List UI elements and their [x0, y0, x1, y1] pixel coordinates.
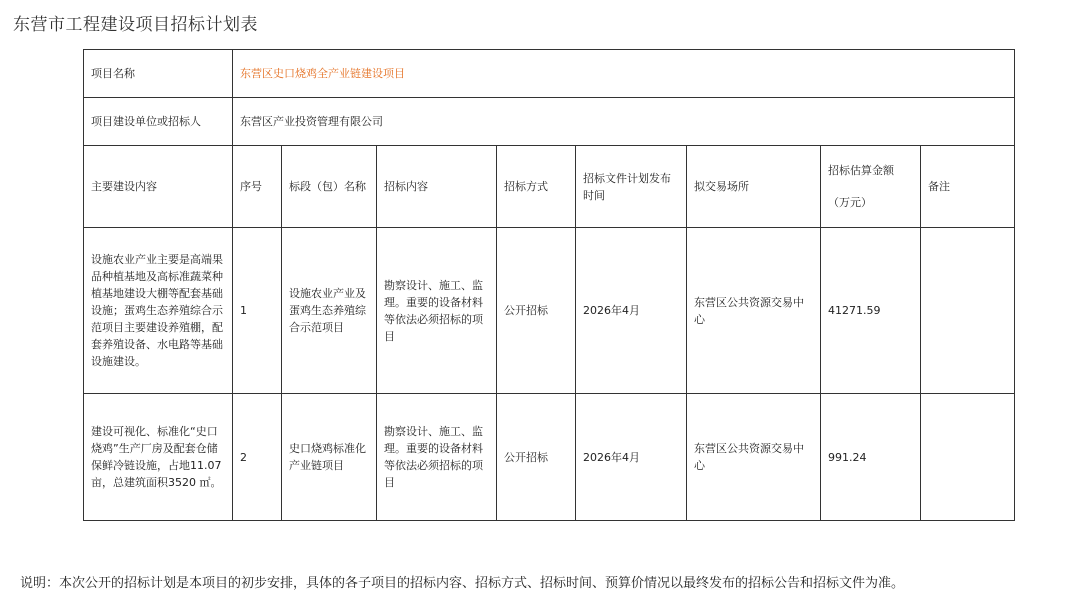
row-scope: 勘察设计、施工、监理。重要的设备材料等依法必须招标的项目 — [377, 394, 497, 521]
project-unit-label: 项目建设单位或招标人 — [84, 98, 233, 146]
bidding-plan-table — [83, 49, 1015, 521]
project-name-value: 东营区史口烧鸡全产业链建设项目 — [233, 50, 1015, 98]
header-section: 标段（包）名称 — [282, 146, 377, 228]
table-row — [84, 228, 1015, 394]
header-seq: 序号 — [233, 146, 282, 228]
header-venue: 拟交易场所 — [687, 146, 821, 228]
row-remark — [921, 228, 1015, 394]
header-scope: 招标内容 — [377, 146, 497, 228]
page-title: 东营市工程建设项目招标计划表 — [13, 15, 258, 35]
header-row — [84, 146, 1015, 228]
row-time: 2026年4月 — [576, 228, 687, 394]
row-content: 设施农业产业主要是高端果品种植基地及高标准蔬菜种植基地建设大棚等配套基础设施；蛋鸡生态养殖综合示范项目主要建设养殖棚，配套养殖设备、水电路等基础设施建设。 — [84, 228, 233, 394]
row-amount: 41271.59 — [821, 228, 921, 394]
footnote: 说明：本次公开的招标计划是本项目的初步安排，具体的各子项目的招标内容、招标方式、招标时间、预算价情况以最终发布的招标公告和招标文件为准。 — [20, 576, 905, 591]
row-remark — [921, 394, 1015, 521]
project-unit-value: 东营区产业投资管理有限公司 — [233, 98, 1015, 146]
row-section: 史口烧鸡标准化产业链项目 — [282, 394, 377, 521]
row-time: 2026年4月 — [576, 394, 687, 521]
row-scope: 勘察设计、施工、监理。重要的设备材料等依法必须招标的项目 — [377, 228, 497, 394]
row-content: 建设可视化、标准化“史口烧鸡”生产厂房及配套仓储保鲜冷链设施，占地11.07 亩，总建筑面积3520 ㎡。 — [84, 394, 233, 521]
project-unit-row — [84, 98, 1015, 146]
row-amount: 991.24 — [821, 394, 921, 521]
row-seq: 2 — [233, 394, 282, 521]
header-amount-line1: 招标估算金额 — [828, 163, 894, 177]
project-name-row — [84, 50, 1015, 98]
header-time: 招标文件计划发布时间 — [576, 146, 687, 228]
project-name-label: 项目名称 — [84, 50, 233, 98]
row-method: 公开招标 — [497, 228, 576, 394]
header-remark: 备注 — [921, 146, 1015, 228]
header-amount — [821, 146, 921, 228]
table-row — [84, 394, 1015, 521]
row-seq: 1 — [233, 228, 282, 394]
row-section: 设施农业产业及蛋鸡生态养殖综合示范项目 — [282, 228, 377, 394]
row-method: 公开招标 — [497, 394, 576, 521]
row-venue: 东营区公共资源交易中心 — [687, 394, 821, 521]
header-amount-line2: （万元） — [828, 195, 872, 209]
header-content: 主要建设内容 — [84, 146, 233, 228]
header-method: 招标方式 — [497, 146, 576, 228]
row-venue: 东营区公共资源交易中心 — [687, 228, 821, 394]
